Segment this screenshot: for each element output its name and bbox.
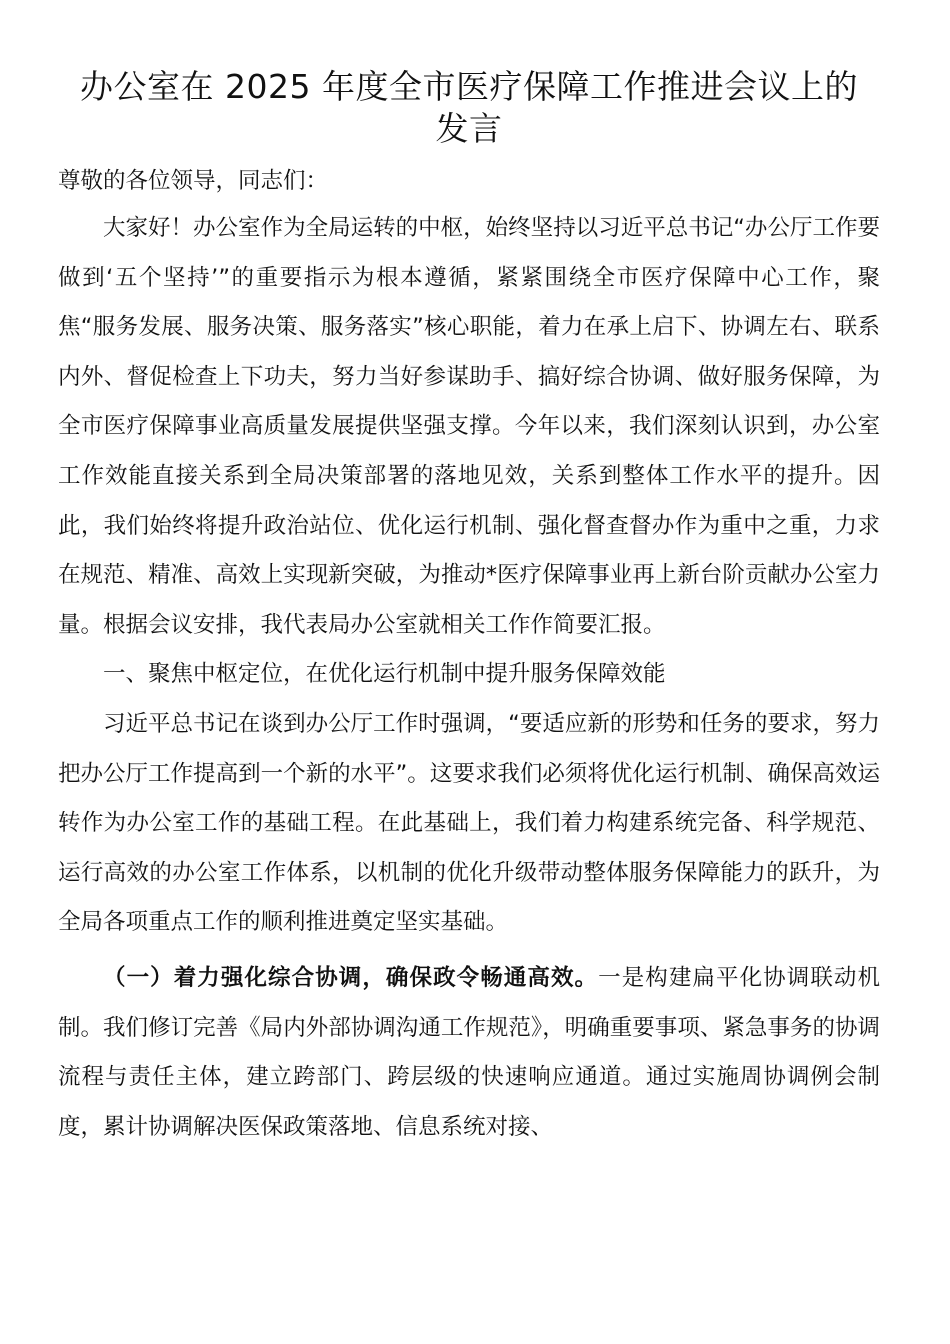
- subsection-heading-1: （一）着力强化综合协调，确保政令畅通高效。: [103, 964, 599, 991]
- subsection-body-1: 一是构建扁平化协调联动机制。我们修订完善《局内外部协调沟通工作规范》，明确重要事项、紧急事务的协调流程与责任主体，建立跨部门、跨层级的快速响应通道。通过实施周协调例会制度，累计协调解决医保政策落地、信息系统对接、: [58, 964, 880, 1140]
- title-line-1: 办公室在 2025 年度全市医疗保障工作推进会议上的: [80, 67, 858, 106]
- document-title: [58, 66, 880, 150]
- section-heading-1: 一、聚焦中枢定位，在优化运行机制中提升服务保障效能: [103, 661, 666, 688]
- paragraph-opening: 大家好！办公室作为全局运转的中枢，始终坚持以习近平总书记“办公厅工作要做到‘五个坚持’”的重要指示为根本遵循，紧紧围绕全市医疗保障中心工作，聚焦“服务发展、服务决策、服务落实”核心职能，着力在承上启下、协调左右、联系内外、督促检查上下功夫，努力当好参谋助手、搞好综合协调、做好服务保障，为全市医疗保障事业高质量发展提供坚强支撑。今年以来，我们深刻认识到，办公室工作效能直接关系到全局决策部署的落地见效，关系到整体工作水平的提升。因此，我们始终将提升政治站位、优化运行机制、强化督查督办作为重中之重，力求在规范、精准、高效上实现新突破，为推动*医疗保障事业再上新台阶贡献办公室力量。根据会议安排，我代表局办公室就相关工作作简要汇报。: [58, 215, 880, 638]
- title-line-2: 发言: [435, 109, 503, 148]
- paragraph-section-1: 习近平总书记在谈到办公厅工作时强调，“要适应新的形势和任务的要求，努力把办公厅工作提高到一个新的水平”。这要求我们必须将优化运行机制、确保高效运转作为办公室工作的基础工程。在此基础上，我们着力构建系统完备、科学规范、运行高效的办公室工作体系，以机制的优化升级带动整体服务保障能力的跃升，为全局各项重点工作的顺利推进奠定坚实基础。: [58, 710, 880, 936]
- paragraph-subsection-1: [58, 954, 880, 1152]
- salutation: 尊敬的各位领导，同志们：: [58, 168, 329, 194]
